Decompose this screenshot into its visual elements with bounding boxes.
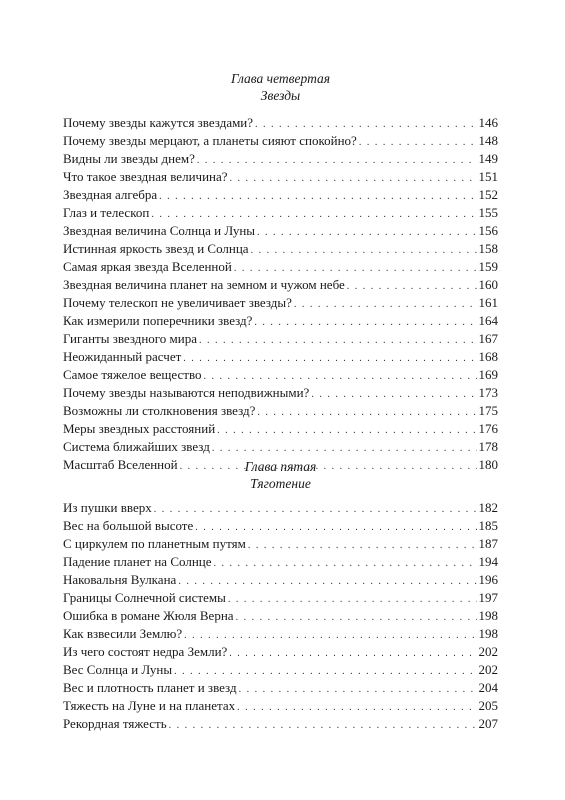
dot-leader (239, 681, 477, 699)
toc-entry (63, 258, 498, 276)
toc-entry-title: Наковальня Вулкана (63, 572, 177, 587)
toc-entry-title: Тяжесть на Луне и на планетах (63, 698, 236, 713)
dot-leader (154, 501, 477, 519)
toc-entry-page: 146 (478, 115, 498, 130)
toc-entry-title: Границы Солнечной системы (63, 590, 226, 605)
toc-entry-page: 159 (478, 259, 498, 274)
toc-entry-title: Почему звезды кажутся звездами? (63, 115, 254, 130)
toc-entry-title: Звездная алгебра (63, 187, 158, 202)
toc-entry (63, 517, 498, 535)
toc-entry-page: 160 (478, 277, 498, 292)
toc-entry-title: Как взвесили Землю? (63, 626, 183, 641)
toc-entry-page: 202 (478, 644, 498, 659)
toc-entry (63, 571, 498, 589)
chapter-5-heading (63, 458, 498, 492)
toc-entry-title: Гиганты звездного мира (63, 331, 198, 346)
toc-entry-title: Как измерили поперечники звезд? (63, 313, 253, 328)
toc-entry-title: Самое тяжелое вещество (63, 367, 202, 382)
toc-entry-page: 161 (478, 295, 498, 310)
dot-leader (257, 224, 476, 242)
dot-leader (212, 440, 477, 458)
dot-leader (169, 717, 477, 735)
toc-entry-page: 168 (478, 349, 498, 364)
toc-entry (63, 715, 498, 733)
toc-entry-title: Звездная величина планет на земном и чужом небе (63, 277, 345, 292)
toc-entry-page: 180 (478, 457, 498, 472)
dot-leader (251, 242, 477, 260)
toc-entry-page: 182 (478, 500, 498, 515)
dot-leader (237, 699, 476, 717)
toc-entry-title: Истинная яркость звезд и Солнца (63, 241, 249, 256)
toc-entry-page: 173 (478, 385, 498, 400)
dot-leader (197, 152, 477, 170)
toc-entry-title: Масштаб Вселенной (63, 457, 178, 472)
toc-entry (63, 589, 498, 607)
toc-entry-page: 156 (478, 223, 498, 238)
toc-entry-title: Ошибка в романе Жюля Верна (63, 608, 234, 623)
toc-entry-title: Звездная величина Солнца и Луны (63, 223, 256, 238)
dot-leader (199, 332, 476, 350)
toc-entry (63, 240, 498, 258)
chapter-5-title: Тяготение (250, 476, 311, 491)
toc-entry (63, 186, 498, 204)
toc-entry-page: 152 (478, 187, 498, 202)
toc-entry-title: Видны ли звезды днем? (63, 151, 195, 166)
dot-leader (257, 404, 476, 422)
toc-entry-page: 194 (478, 554, 498, 569)
dot-leader (229, 645, 476, 663)
toc-entry-title: Почему звезды мерцают, а планеты сияют спокойно? (63, 133, 357, 148)
chapter-4-toc (63, 114, 498, 474)
toc-entry (63, 553, 498, 571)
toc-entry-page: 198 (478, 608, 498, 623)
toc-entry-title: Вес на большой высоте (63, 518, 194, 533)
toc-entry (63, 625, 498, 643)
dot-leader (217, 422, 476, 440)
dot-leader (236, 609, 477, 627)
dot-leader (228, 591, 477, 609)
toc-entry-page: 197 (478, 590, 498, 605)
toc-entry (63, 150, 498, 168)
toc-entry-title: Что такое звездная величина? (63, 169, 228, 184)
toc-entry-page: 167 (478, 331, 498, 346)
toc-entry (63, 384, 498, 402)
toc-entry-title: Падение планет на Солнце (63, 554, 212, 569)
toc-entry-page: 148 (478, 133, 498, 148)
chapter-4-label: Глава четвертая (230, 71, 331, 86)
toc-entry-page: 175 (478, 403, 498, 418)
dot-leader (159, 188, 476, 206)
dot-leader (347, 278, 477, 296)
toc-entry (63, 679, 498, 697)
dot-leader (183, 350, 476, 368)
toc-entry (63, 438, 498, 456)
toc-entry (63, 697, 498, 715)
toc-entry (63, 402, 498, 420)
toc-entry-page: 151 (478, 169, 498, 184)
toc-entry (63, 348, 498, 366)
toc-entry-title: Из чего состоят недра Земли? (63, 644, 228, 659)
toc-entry-page: 155 (478, 205, 498, 220)
toc-entry-title: Почему телескоп не увеличивает звезды? (63, 295, 292, 310)
toc-entry (63, 499, 498, 517)
chapter-4-heading (63, 70, 498, 104)
toc-entry (63, 330, 498, 348)
toc-entry (63, 312, 498, 330)
toc-entry-title: Система ближайших звезд (63, 439, 210, 454)
dot-leader (214, 555, 477, 573)
toc-entry (63, 535, 498, 553)
toc-entry-title: Неожиданный расчет (63, 349, 182, 364)
toc-entry-page: 205 (478, 698, 498, 713)
toc-entry-title: Возможны ли столкновения звезд? (63, 403, 256, 418)
toc-entry (63, 222, 498, 240)
toc-entry-title: Рекордная тяжесть (63, 716, 167, 731)
toc-entry (63, 132, 498, 150)
chapter-5-label: Глава пятая (244, 459, 317, 474)
toc-entry-page: 178 (478, 439, 498, 454)
toc-entry (63, 366, 498, 384)
toc-entry (63, 168, 498, 186)
dot-leader (311, 386, 476, 404)
dot-leader (248, 537, 477, 555)
toc-entry (63, 294, 498, 312)
toc-entry-page: 187 (478, 536, 498, 551)
toc-entry (63, 204, 498, 222)
toc-entry-page: 158 (478, 241, 498, 256)
toc-entry-page: 185 (478, 518, 498, 533)
toc-entry-title: Почему звезды называются неподвижными? (63, 385, 310, 400)
chapter-4-title: Звезды (260, 88, 301, 103)
chapter-5-toc (63, 499, 498, 733)
toc-entry-title: Вес и плотность планет и звезд (63, 680, 237, 695)
toc-entry-title: С циркулем по планетным путям (63, 536, 246, 551)
toc-entry-page: 207 (478, 716, 498, 731)
dot-leader (230, 170, 477, 188)
toc-entry (63, 643, 498, 661)
toc-entry-page: 196 (478, 572, 498, 587)
toc-entry (63, 661, 498, 679)
dot-leader (184, 627, 476, 645)
toc-entry-page: 164 (478, 313, 498, 328)
toc-entry-title: Из пушки вверх (63, 500, 152, 515)
toc-entry-title: Вес Солнца и Луны (63, 662, 173, 677)
toc-entry (63, 607, 498, 625)
toc-entry-page: 204 (478, 680, 498, 695)
toc-entry (63, 276, 498, 294)
toc-entry-title: Глаз и телескоп (63, 205, 150, 220)
toc-entry-title: Меры звездных расстояний (63, 421, 216, 436)
dot-leader (294, 296, 477, 314)
toc-entry-page: 149 (478, 151, 498, 166)
dot-leader (254, 314, 476, 332)
toc-entry-page: 176 (478, 421, 498, 436)
toc-entry-page: 202 (478, 662, 498, 677)
toc-page (63, 0, 498, 800)
toc-entry-page: 198 (478, 626, 498, 641)
toc-entry-page: 169 (478, 367, 498, 382)
toc-entry (63, 420, 498, 438)
dot-leader (359, 134, 477, 152)
toc-entry-title: Самая яркая звезда Вселенной (63, 259, 232, 274)
toc-entry (63, 114, 498, 132)
